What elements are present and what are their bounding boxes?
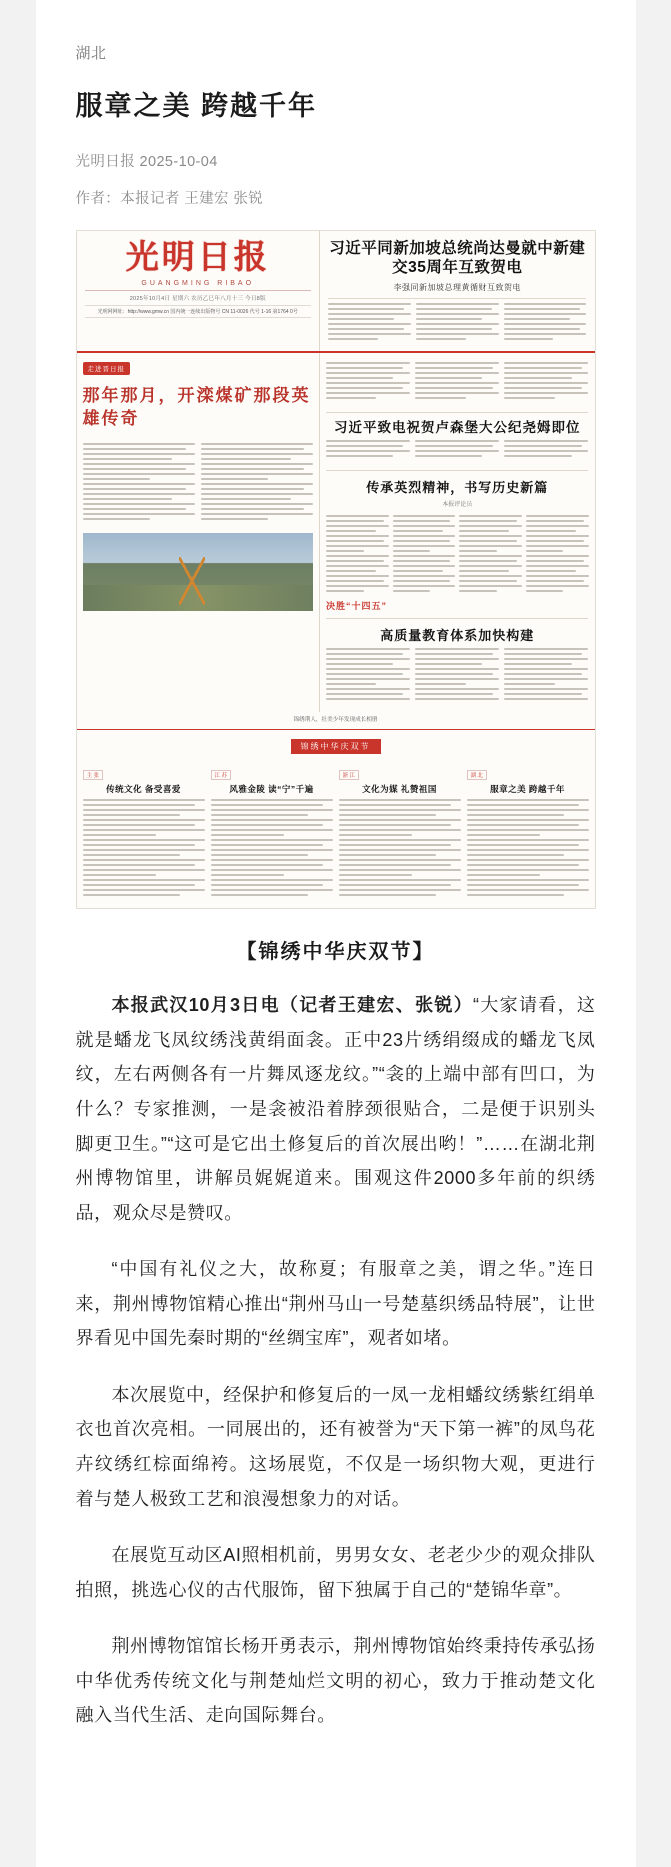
text-lines-block	[339, 799, 461, 896]
text-lines-block	[201, 443, 313, 523]
newspaper-photo	[83, 533, 313, 611]
paragraph-lead: 本报武汉10月3日电（记者王建宏、张锐）	[111, 995, 474, 1016]
text-lines-block	[504, 303, 587, 343]
newspaper-photo-caption: 锦绣荆人，壮美少年发现成长相册	[293, 717, 378, 724]
article-author: 作者：本报记者 王建宏 张锐	[75, 191, 264, 208]
article-paragraph	[76, 988, 596, 1230]
newspaper-title: 光明日报	[125, 240, 270, 277]
newspaper-right-bottom-text	[326, 644, 589, 707]
text-lines-block	[393, 515, 456, 595]
column-title: 风雅金陵 读“宁”千遍	[229, 784, 314, 795]
article-paragraph: 荆州博物馆馆长杨开勇表示，荆州博物馆始终秉持传承弘扬中华优秀传统文化与荆楚灿烂文明的初心，致力于推动楚文化融入当代生活、走向国际舞台。	[75, 1636, 596, 1726]
text-lines-block	[83, 799, 205, 896]
newspaper-sub-headline-1: 习近平致电祝贺卢森堡大公纪尧姆即位	[326, 412, 589, 437]
article-section-title: 【锦绣中华庆双节】	[236, 941, 435, 964]
column-title: 传统文化 备受喜爱	[106, 784, 181, 795]
column-title: 服章之美 跨越千年	[490, 784, 565, 795]
newspaper-right-mid-text	[326, 436, 589, 464]
newspaper-dateline: 2025年10月4日 星期六 农历乙巳年八月十三 今日8版	[129, 295, 266, 302]
text-lines-block	[326, 648, 410, 703]
text-lines-block	[504, 648, 588, 703]
text-lines-block	[504, 440, 588, 460]
text-lines-block	[467, 799, 589, 896]
newspaper-url-line: 光明网网址：http://www.gmw.cn 国内统一连续出版物号 CN 11-0026 代号 1-16 第1764 0号	[85, 305, 311, 318]
page-title: 服章之美 跨越千年	[75, 91, 318, 121]
text-lines-block	[415, 440, 499, 460]
newspaper-sub-headline-3: 高质量教育体系加快构建	[326, 618, 589, 644]
newspaper-bottom-column	[467, 764, 589, 900]
newspaper-masthead	[77, 231, 320, 351]
text-lines-block	[415, 362, 499, 402]
newspaper-feature-title: 那年那月，开滦煤矿那段英雄传奇	[82, 385, 311, 428]
paragraph-text: “大家请看，这就是蟠龙飞凤纹绣浅黄绢面衾。正中23片绣绢缀成的蟠龙飞凤纹，左右两侧各有一片舞凤逐龙纹。”“衾的上端中部有凹口，为什么？专家推测，一是衾被沿着脖颈很贴合，二是便于识别头脚更卫生。”“这可是它出土修复后的首次展出哟！”……在湖北荆州博物馆里，讲解员娓娓道来。围观这件2000多年前的织绣品，观众尽是赞叹。	[75, 995, 596, 1223]
newspaper-front-page-image	[76, 230, 596, 909]
newspaper-column-badge: 走进晋日报	[83, 362, 131, 375]
article-paragraph: 在展览互动区AI照相机前，男男女女、老老少少的观众排队拍照，挑选心仪的古代服饰，留下独属于自己的“楚锦华章”。	[75, 1545, 596, 1600]
column-region-tag: 江 苏	[211, 770, 232, 780]
region-tag: 湖北	[75, 45, 107, 62]
text-lines-block	[326, 515, 389, 595]
text-lines-block	[328, 303, 411, 343]
newspaper-bottom-column	[339, 764, 461, 900]
article-paragraph: “中国有礼仪之大，故称夏；有服章之美，谓之华。”连日来，荆州博物馆精心推出“荆州马山一号楚墓织绣品特展”，让世界看见中国先秦时期的“丝绸宝库”，观者如堵。	[75, 1259, 596, 1349]
text-lines-block	[526, 515, 589, 595]
photo-mine-tower	[179, 557, 205, 605]
text-lines-block	[416, 303, 499, 343]
newspaper-section-banner-label: 锦绣中华庆双节	[291, 739, 381, 754]
article-container	[36, 0, 636, 1867]
newspaper-body	[77, 353, 595, 713]
column-region-tag: 主 张	[83, 770, 104, 780]
newspaper-decor-tag: 决胜“十四五”	[325, 601, 387, 612]
newspaper-left-column	[77, 353, 320, 713]
newspaper-bottom-columns	[77, 760, 595, 908]
newspaper-right-top-text	[326, 358, 589, 406]
newspaper-right-editorial-text	[326, 511, 589, 599]
newspaper-lead-headline: 习近平同新加坡总统尚达曼就中新建交35周年互致贺电	[329, 240, 586, 277]
text-lines-block	[211, 799, 333, 896]
newspaper-bottom-column	[211, 764, 333, 900]
text-lines-block	[415, 648, 499, 703]
newspaper-sub-headline-2: 传承英烈精神，书写历史新篇	[326, 470, 589, 496]
newspaper-byline: 本报评论员	[442, 502, 473, 509]
newspaper-lead-subhead: 李强同新加坡总理黄循财互致贺电	[328, 282, 587, 299]
article-paragraph: 本次展览中，经保护和修复后的一凤一龙相蟠纹绣紫红绢单衣也首次亮相。一同展出的，还有被誉为“天下第一裤”的凤鸟花卉纹绣红棕面绵袴。这场展览，不仅是一场织物大观，更进行着与楚人极致工艺和浪漫想象力的对话。	[75, 1384, 596, 1509]
column-region-tag: 浙 江	[339, 770, 360, 780]
text-lines-block	[83, 443, 195, 523]
newspaper-bottom-column	[83, 764, 205, 900]
newspaper-lead-columns	[328, 299, 587, 347]
article-source: 光明日报 2025-10-04	[75, 154, 218, 171]
newspaper-top	[77, 231, 595, 353]
text-lines-block	[326, 440, 410, 460]
text-lines-block	[326, 362, 410, 402]
newspaper-section-banner	[77, 736, 595, 754]
newspaper-lead-story	[320, 231, 595, 351]
text-lines-block	[459, 515, 522, 595]
newspaper-pinyin: GUANGMING RIBAO	[85, 280, 311, 291]
newspaper-divider	[77, 729, 595, 730]
column-title: 文化为媒 礼赞祖国	[362, 784, 437, 795]
text-lines-block	[504, 362, 588, 402]
column-region-tag: 湖 北	[467, 770, 488, 780]
newspaper-left-text	[83, 439, 313, 527]
newspaper-right-column	[320, 353, 595, 713]
